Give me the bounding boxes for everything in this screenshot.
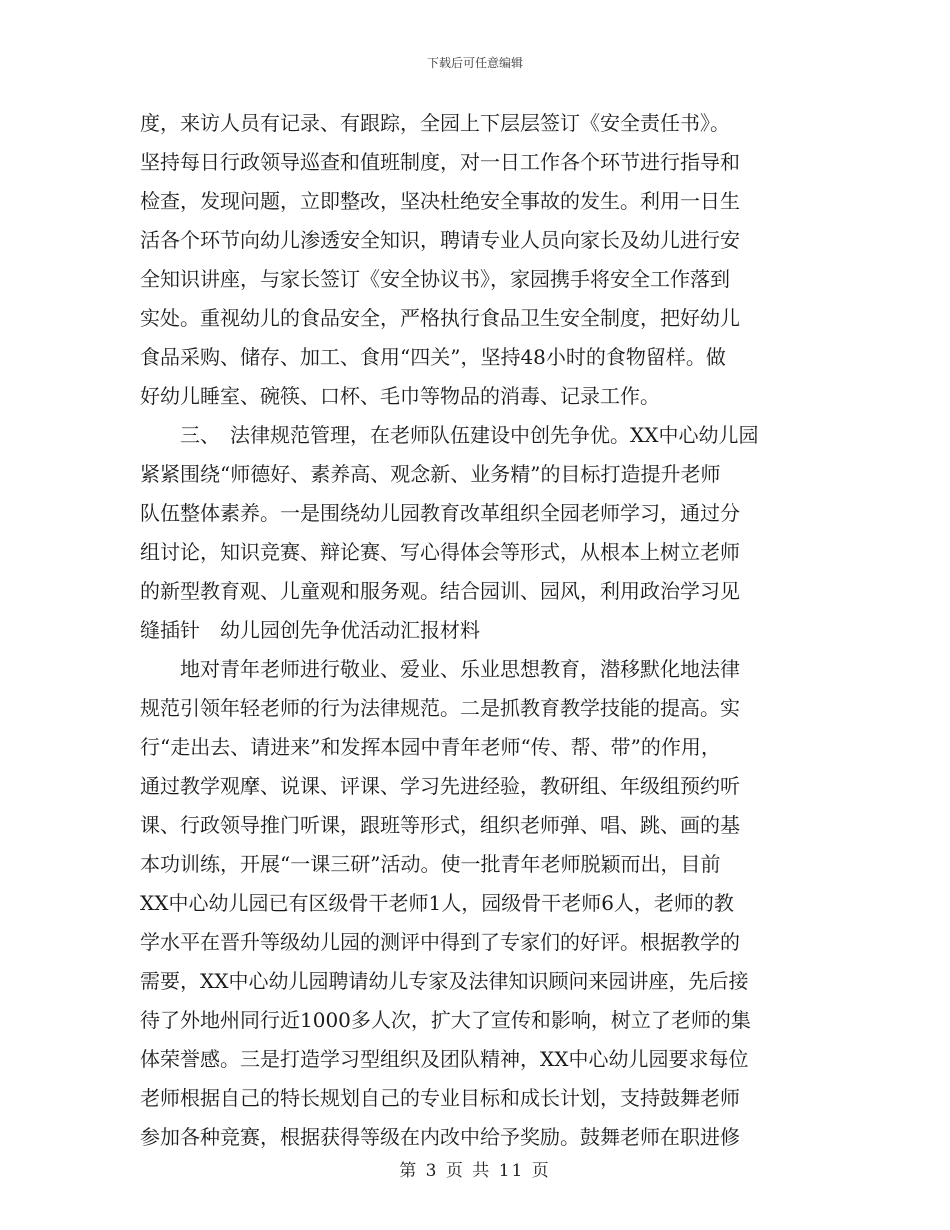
text-line: 三、 法律规范管理，在老师队伍建设中创先争优。XX中心幼儿园 <box>140 423 759 447</box>
text-line: 参加各种竞赛，根据获得等级在内改中给予奖励。鼓舞老师在职进修 <box>140 1125 740 1149</box>
text-line: 缝插针 幼儿园创先争优活动汇报材料 <box>140 618 480 642</box>
text-line: 全知识讲座，与家长签订《安全协议书》，家园携手将安全工作落到 <box>140 267 730 291</box>
text-line: 老师根据自己的特长规划自己的专业目标和成长计划，支持鼓舞老师 <box>140 1086 740 1110</box>
text-line: 待了外地州同行近1000多人次，扩大了宣传和影响，树立了老师的集 <box>140 1008 751 1032</box>
text-line: 课、行政领导推门听课，跟班等形式，组织老师弹、唱、跳、画的基 <box>140 813 740 837</box>
text-line: 好幼儿睡室、碗筷、口杯、毛巾等物品的消毒、记录工作。 <box>140 384 660 408</box>
page-number-footer: 第 3 页 共 11 页 <box>399 1161 551 1181</box>
text-line: 活各个环节向幼儿渗透安全知识，聘请专业人员向家长及幼儿进行安 <box>140 228 740 252</box>
text-line: 食品采购、储存、加工、食用“四关”，坚持48小时的食物留样。做 <box>140 345 726 369</box>
text-line: 的新型教育观、儿童观和服务观。结合园训、园风，利用政治学习见 <box>140 579 740 603</box>
text-line: XX中心幼儿园已有区级骨干老师1人，园级骨干老师6人，老师的教 <box>140 891 734 915</box>
text-line: 坚持每日行政领导巡查和值班制度，对一日工作各个环节进行指导和 <box>140 150 740 174</box>
text-line: 规范引领年轻老师的行为法律规范。二是抓教育教学技能的提高。实 <box>140 696 740 720</box>
text-line: 本功训练，开展“一课三研”活动。使一批青年老师脱颖而出，目前 <box>140 852 721 876</box>
text-line: 通过教学观摩、说课、评课、学习先进经验，教研组、年级组预约听 <box>140 774 740 798</box>
text-line: 实处。重视幼儿的食品安全，严格执行食品卫生安全制度，把好幼儿 <box>140 306 740 330</box>
text-line: 行“走出去、请进来”和发挥本园中青年老师“传、帮、带”的作用， <box>140 735 721 759</box>
text-line: 组讨论，知识竞赛、辩论赛、写心得体会等形式，从根本上树立老师 <box>140 540 740 564</box>
text-line: 学水平在晋升等级幼儿园的测评中得到了专家们的好评。根据教学的 <box>140 930 740 954</box>
text-line: 度，来访人员有记录、有跟踪，全园上下层层签订《安全责任书》。 <box>140 111 730 135</box>
text-line: 地对青年老师进行敬业、爱业、乐业思想教育，潜移默化地法律 <box>140 657 740 681</box>
text-line: 紧紧围绕“师德好、素养高、观念新、业务精”的目标打造提升老师 <box>140 462 721 486</box>
text-line: 体荣誉感。三是打造学习型组织及团队精神，XX中心幼儿园要求每位 <box>140 1047 749 1071</box>
text-line: 队伍整体素养。一是围绕幼儿园教育改革组织全园老师学习，通过分 <box>140 501 740 525</box>
text-line: 检查，发现问题，立即整改，坚决杜绝安全事故的发生。利用一日生 <box>140 189 740 213</box>
document-body <box>140 104 820 1157</box>
page-header: 下载后可任意编辑 <box>426 56 523 70</box>
text-line: 需要，XX中心幼儿园聘请幼儿专家及法律知识顾问来园讲座，先后接 <box>140 969 749 993</box>
